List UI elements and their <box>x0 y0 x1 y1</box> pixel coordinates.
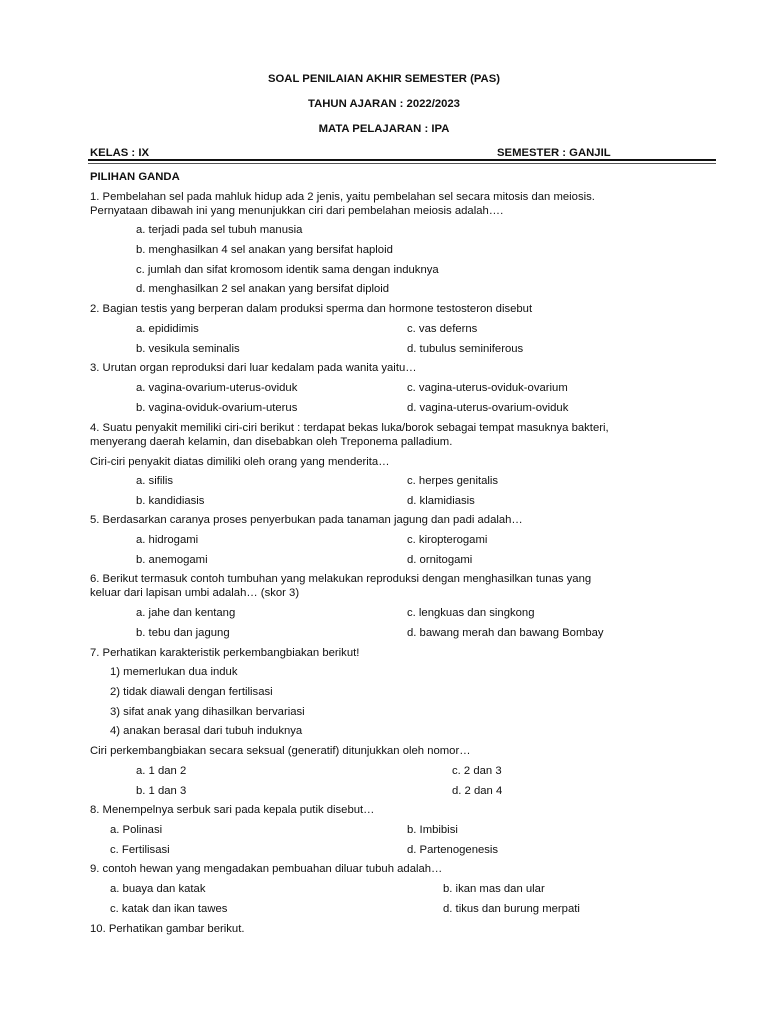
q9-option-b: b. ikan mas dan ular <box>443 883 545 895</box>
q8-option-d: d. Partenogenesis <box>407 844 499 856</box>
q6-option-a: a. jahe dan kentang <box>136 607 236 619</box>
q7-statement-2: 2) tidak diawali dengan fertilisasi <box>110 686 273 698</box>
q9-option-a: a. buaya dan katak <box>110 883 206 895</box>
q7-option-c: c. 2 dan 3 <box>452 765 502 777</box>
header-divider <box>88 159 716 161</box>
header-divider-thin <box>88 163 716 164</box>
question-4-text: 4. Suatu penyakit memiliki ciri-ciri berikut : terdapat bekas luka/borok sebagai tempat masuknya bakteri, <box>90 422 609 434</box>
q4-option-a: a. sifilis <box>136 475 174 487</box>
question-4-text-cont: menyerang daerah kelamin, dan disebabkan oleh Treponema palladium. <box>90 436 453 448</box>
q5-option-d: d. ornitogami <box>407 554 473 566</box>
question-1-text: 1. Pembelahan sel pada mahluk hidup ada 2 jenis, yaitu pembelahan sel secara mitosis dan meiosis. <box>90 191 595 203</box>
question-2-text: 2. Bagian testis yang berperan dalam produksi sperma dan hormone testosteron disebut <box>90 303 533 315</box>
q6-option-d: d. bawang merah dan bawang Bombay <box>407 627 604 639</box>
q8-option-c: c. Fertilisasi <box>110 844 170 856</box>
question-10-text: 10. Perhatikan gambar berikut. <box>90 923 245 935</box>
q1-option-d: d. menghasilkan 2 sel anakan yang bersifat diploid <box>136 283 390 295</box>
question-7-prompt: Ciri perkembangbiakan secara seksual (generatif) ditunjukkan oleh nomor… <box>90 745 471 757</box>
q3-option-b: b. vagina-oviduk-ovarium-uterus <box>136 402 298 414</box>
q5-option-a: a. hidrogami <box>136 534 199 546</box>
q9-option-c: c. katak dan ikan tawes <box>110 903 228 915</box>
q7-statement-4: 4) anakan berasal dari tubuh induknya <box>110 725 303 737</box>
semester-label: SEMESTER : GANJIL <box>497 147 611 159</box>
question-1-text-cont: Pernyataan dibawah ini yang menunjukkan ciri dari pembelahan meiosis adalah…. <box>90 205 504 217</box>
q1-option-c: c. jumlah dan sifat kromosom identik sama dengan induknya <box>136 264 439 276</box>
q2-option-c: c. vas deferns <box>407 323 478 335</box>
exam-title: SOAL PENILAIAN AKHIR SEMESTER (PAS) <box>267 73 501 85</box>
q2-option-a: a. epididimis <box>136 323 199 335</box>
section-title: PILIHAN GANDA <box>90 171 180 183</box>
question-6-text-cont: keluar dari lapisan umbi adalah… (skor 3) <box>90 587 300 599</box>
q9-option-d: d. tikus dan burung merpati <box>443 903 580 915</box>
q7-option-a: a. 1 dan 2 <box>136 765 187 777</box>
question-8-text: 8. Menempelnya serbuk sari pada kepala putik disebut… <box>90 804 375 816</box>
question-7-text: 7. Perhatikan karakteristik perkembangbiakan berikut! <box>90 647 360 659</box>
q4-option-b: b. kandidiasis <box>136 495 205 507</box>
question-3-text: 3. Urutan organ reproduksi dari luar kedalam pada wanita yaitu… <box>90 362 417 374</box>
q1-option-b: b. menghasilkan 4 sel anakan yang bersifat haploid <box>136 244 393 256</box>
subject: MATA PELAJARAN : IPA <box>318 123 450 135</box>
q7-option-d: d. 2 dan 4 <box>452 785 503 797</box>
q4-option-c: c. herpes genitalis <box>407 475 499 487</box>
q3-option-a: a. vagina-ovarium-uterus-oviduk <box>136 382 298 394</box>
q3-option-d: d. vagina-uterus-ovarium-oviduk <box>407 402 569 414</box>
q2-option-d: d. tubulus seminiferous <box>407 343 524 355</box>
q7-option-b: b. 1 dan 3 <box>136 785 187 797</box>
question-5-text: 5. Berdasarkan caranya proses penyerbukan pada tanaman jagung dan padi adalah… <box>90 514 523 526</box>
q4-option-d: d. klamidiasis <box>407 495 475 507</box>
q7-statement-3: 3) sifat anak yang dihasilkan bervariasi <box>110 706 305 718</box>
q8-option-b: b. Imbibisi <box>407 824 458 836</box>
q7-statement-1: 1) memerlukan dua induk <box>110 666 238 678</box>
class-label: KELAS : IX <box>90 147 149 159</box>
q5-option-c: c. kiropterogami <box>407 534 488 546</box>
question-9-text: 9. contoh hewan yang mengadakan pembuahan diluar tubuh adalah… <box>90 863 443 875</box>
question-4-prompt: Ciri-ciri penyakit diatas dimiliki oleh orang yang menderita… <box>90 456 390 468</box>
q8-option-a: a. Polinasi <box>110 824 163 836</box>
q3-option-c: c. vagina-uterus-oviduk-ovarium <box>407 382 568 394</box>
q6-option-b: b. tebu dan jagung <box>136 627 230 639</box>
academic-year: TAHUN AJARAN : 2022/2023 <box>308 98 460 110</box>
q6-option-c: c. lengkuas dan singkong <box>407 607 535 619</box>
q1-option-a: a. terjadi pada sel tubuh manusia <box>136 224 303 236</box>
q2-option-b: b. vesikula seminalis <box>136 343 240 355</box>
question-6-text: 6. Berikut termasuk contoh tumbuhan yang melakukan reproduksi dengan menghasilkan tunas yang <box>90 573 592 585</box>
q5-option-b: b. anemogami <box>136 554 208 566</box>
